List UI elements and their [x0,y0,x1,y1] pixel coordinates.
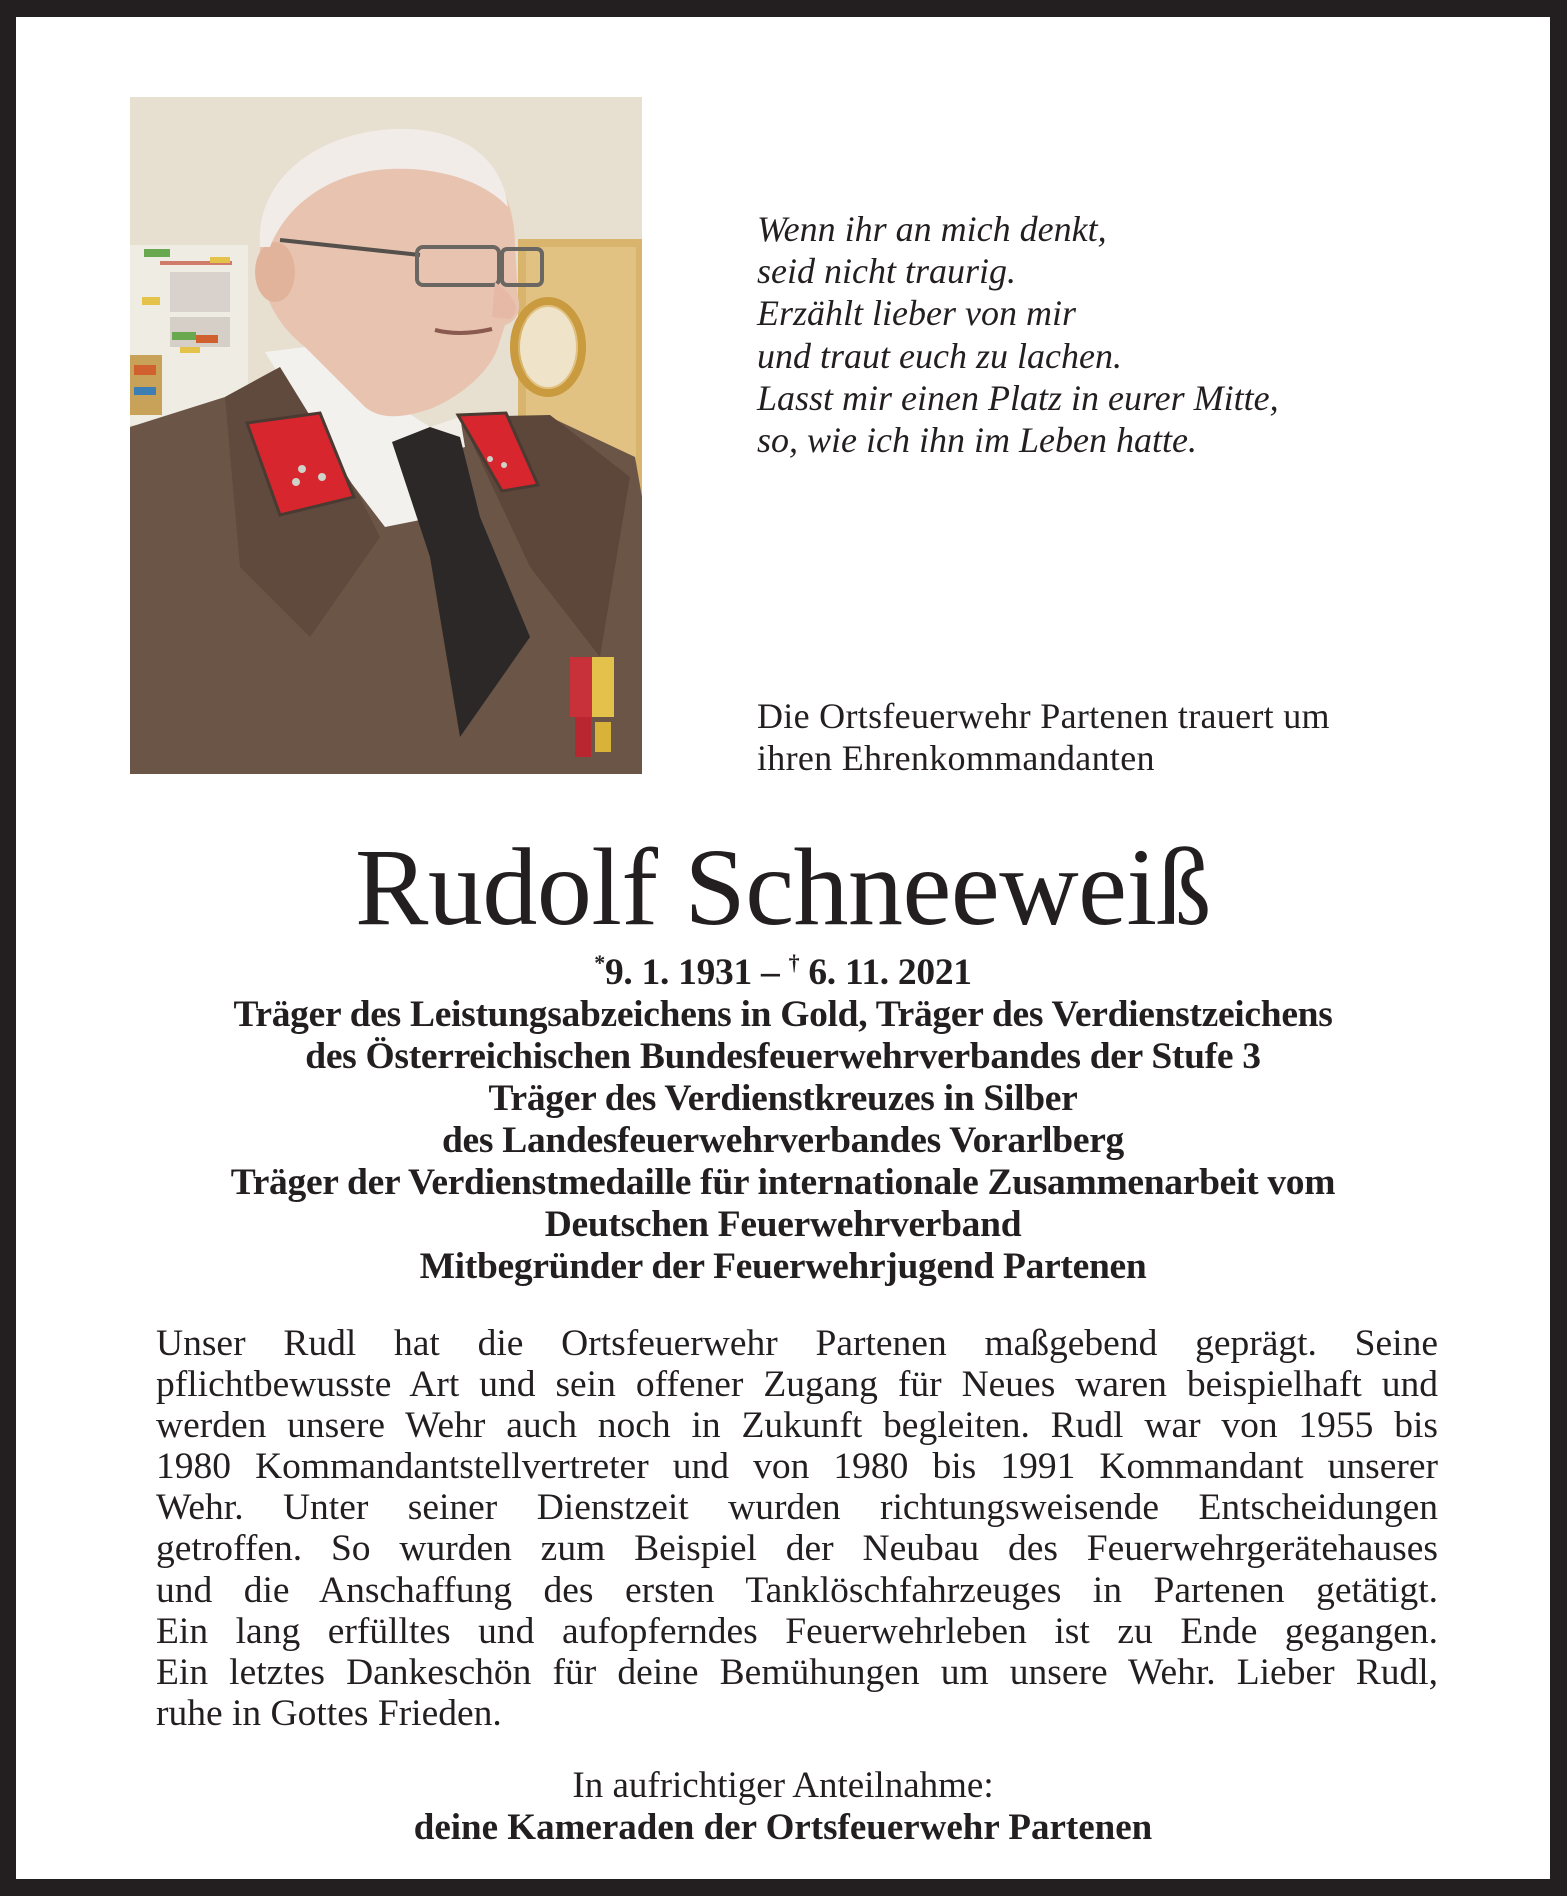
paragraph-line: Ein lang erfülltes und aufopferndes Feuerwehrleben ist zu Ende gegangen. [156,1610,1438,1652]
portrait-image [130,97,642,774]
award-line: Mitbegründer der Feuerwehrjugend Partenen [419,1246,1147,1287]
award-line: Träger des Leistungsabzeichens in Gold, Träger des Verdienstzeichens [233,994,1333,1035]
paragraph-line: 1980 Kommandantstellvertreter und von 1980 bis 1991 Kommandant unserer [156,1446,1438,1488]
poem-line: seid nicht traurig. [757,251,1016,292]
mourning-announcement [757,695,1330,779]
announcement-line: ihren Ehrenkommandanten [757,738,1155,778]
award-line: des Landesfeuerwehrverbandes Vorarlberg [441,1120,1124,1161]
paragraph-line: und die Anschaffung des ersten Tanklöschfahrzeuges in Partenen getätigt. [156,1569,1438,1611]
poem-line: Erzählt lieber von mir [757,293,1076,334]
poem [757,208,1279,461]
paragraph-line: Wehr. Unter seiner Dienstzeit wurden richtungsweisende Entscheidungen [156,1487,1438,1529]
award-line: des Österreichischen Bundesfeuerwehrverbandes der Stufe 3 [305,1036,1261,1077]
portrait-photo [130,97,642,774]
announcement-line: Die Ortsfeuerwehr Partenen trauert um [757,696,1330,736]
poem-line: und traut euch zu lachen. [757,335,1122,376]
poem-line: Wenn ihr an mich denkt, [757,209,1107,249]
paragraph-line: Unser Rudl hat die Ortsfeuerwehr Partenen maßgebend geprägt. Seine [156,1323,1438,1364]
birth-star-icon: * [594,950,605,975]
closing-intro: In aufrichtiger Anteilnahme: [572,1765,994,1806]
paragraph-line: Ein letztes Dankeschön für deine Bemühungen um unsere Wehr. Lieber Rudl, [156,1651,1438,1693]
obituary-card [16,17,1550,1879]
award-line: Träger der Verdienstmedaille für internationale Zusammenarbeit vom [230,1162,1336,1203]
award-line: Deutschen Feuerwehrverband [544,1204,1022,1245]
tribute-paragraph [156,1323,1438,1734]
life-dates [16,952,1550,994]
poem-line: so, wie ich ihn im Leben hatte. [757,419,1197,460]
birth-date: 9. 1. 1931 [604,952,752,993]
deceased-name: Rudolf Schneeweiß [354,826,1212,948]
paragraph-line: werden unsere Wehr auch noch in Zukunft begleiten. Rudl war von 1955 bis [156,1405,1438,1447]
closing-signature: deine Kameraden der Ortsfeuerwehr Partenen [413,1807,1153,1848]
death-cross-icon: † [788,950,800,975]
death-date: 6. 11. 2021 [799,952,972,993]
paragraph-line: pflichtbewusste Art und sein offener Zugang für Neues waren beispielhaft und [156,1364,1438,1406]
award-line: Träger des Verdienstkreuzes in Silber [488,1078,1078,1119]
awards-block [16,952,1550,1288]
paragraph-line: getroffen. So wurden zum Beispiel der Neubau des Feuerwehrgerätehauses [156,1528,1438,1570]
closing [16,1765,1550,1849]
date-separator: – [751,952,789,993]
poem-line: Lasst mir einen Platz in eurer Mitte, [757,377,1279,418]
paragraph-line: ruhe in Gottes Frieden. [156,1692,502,1734]
